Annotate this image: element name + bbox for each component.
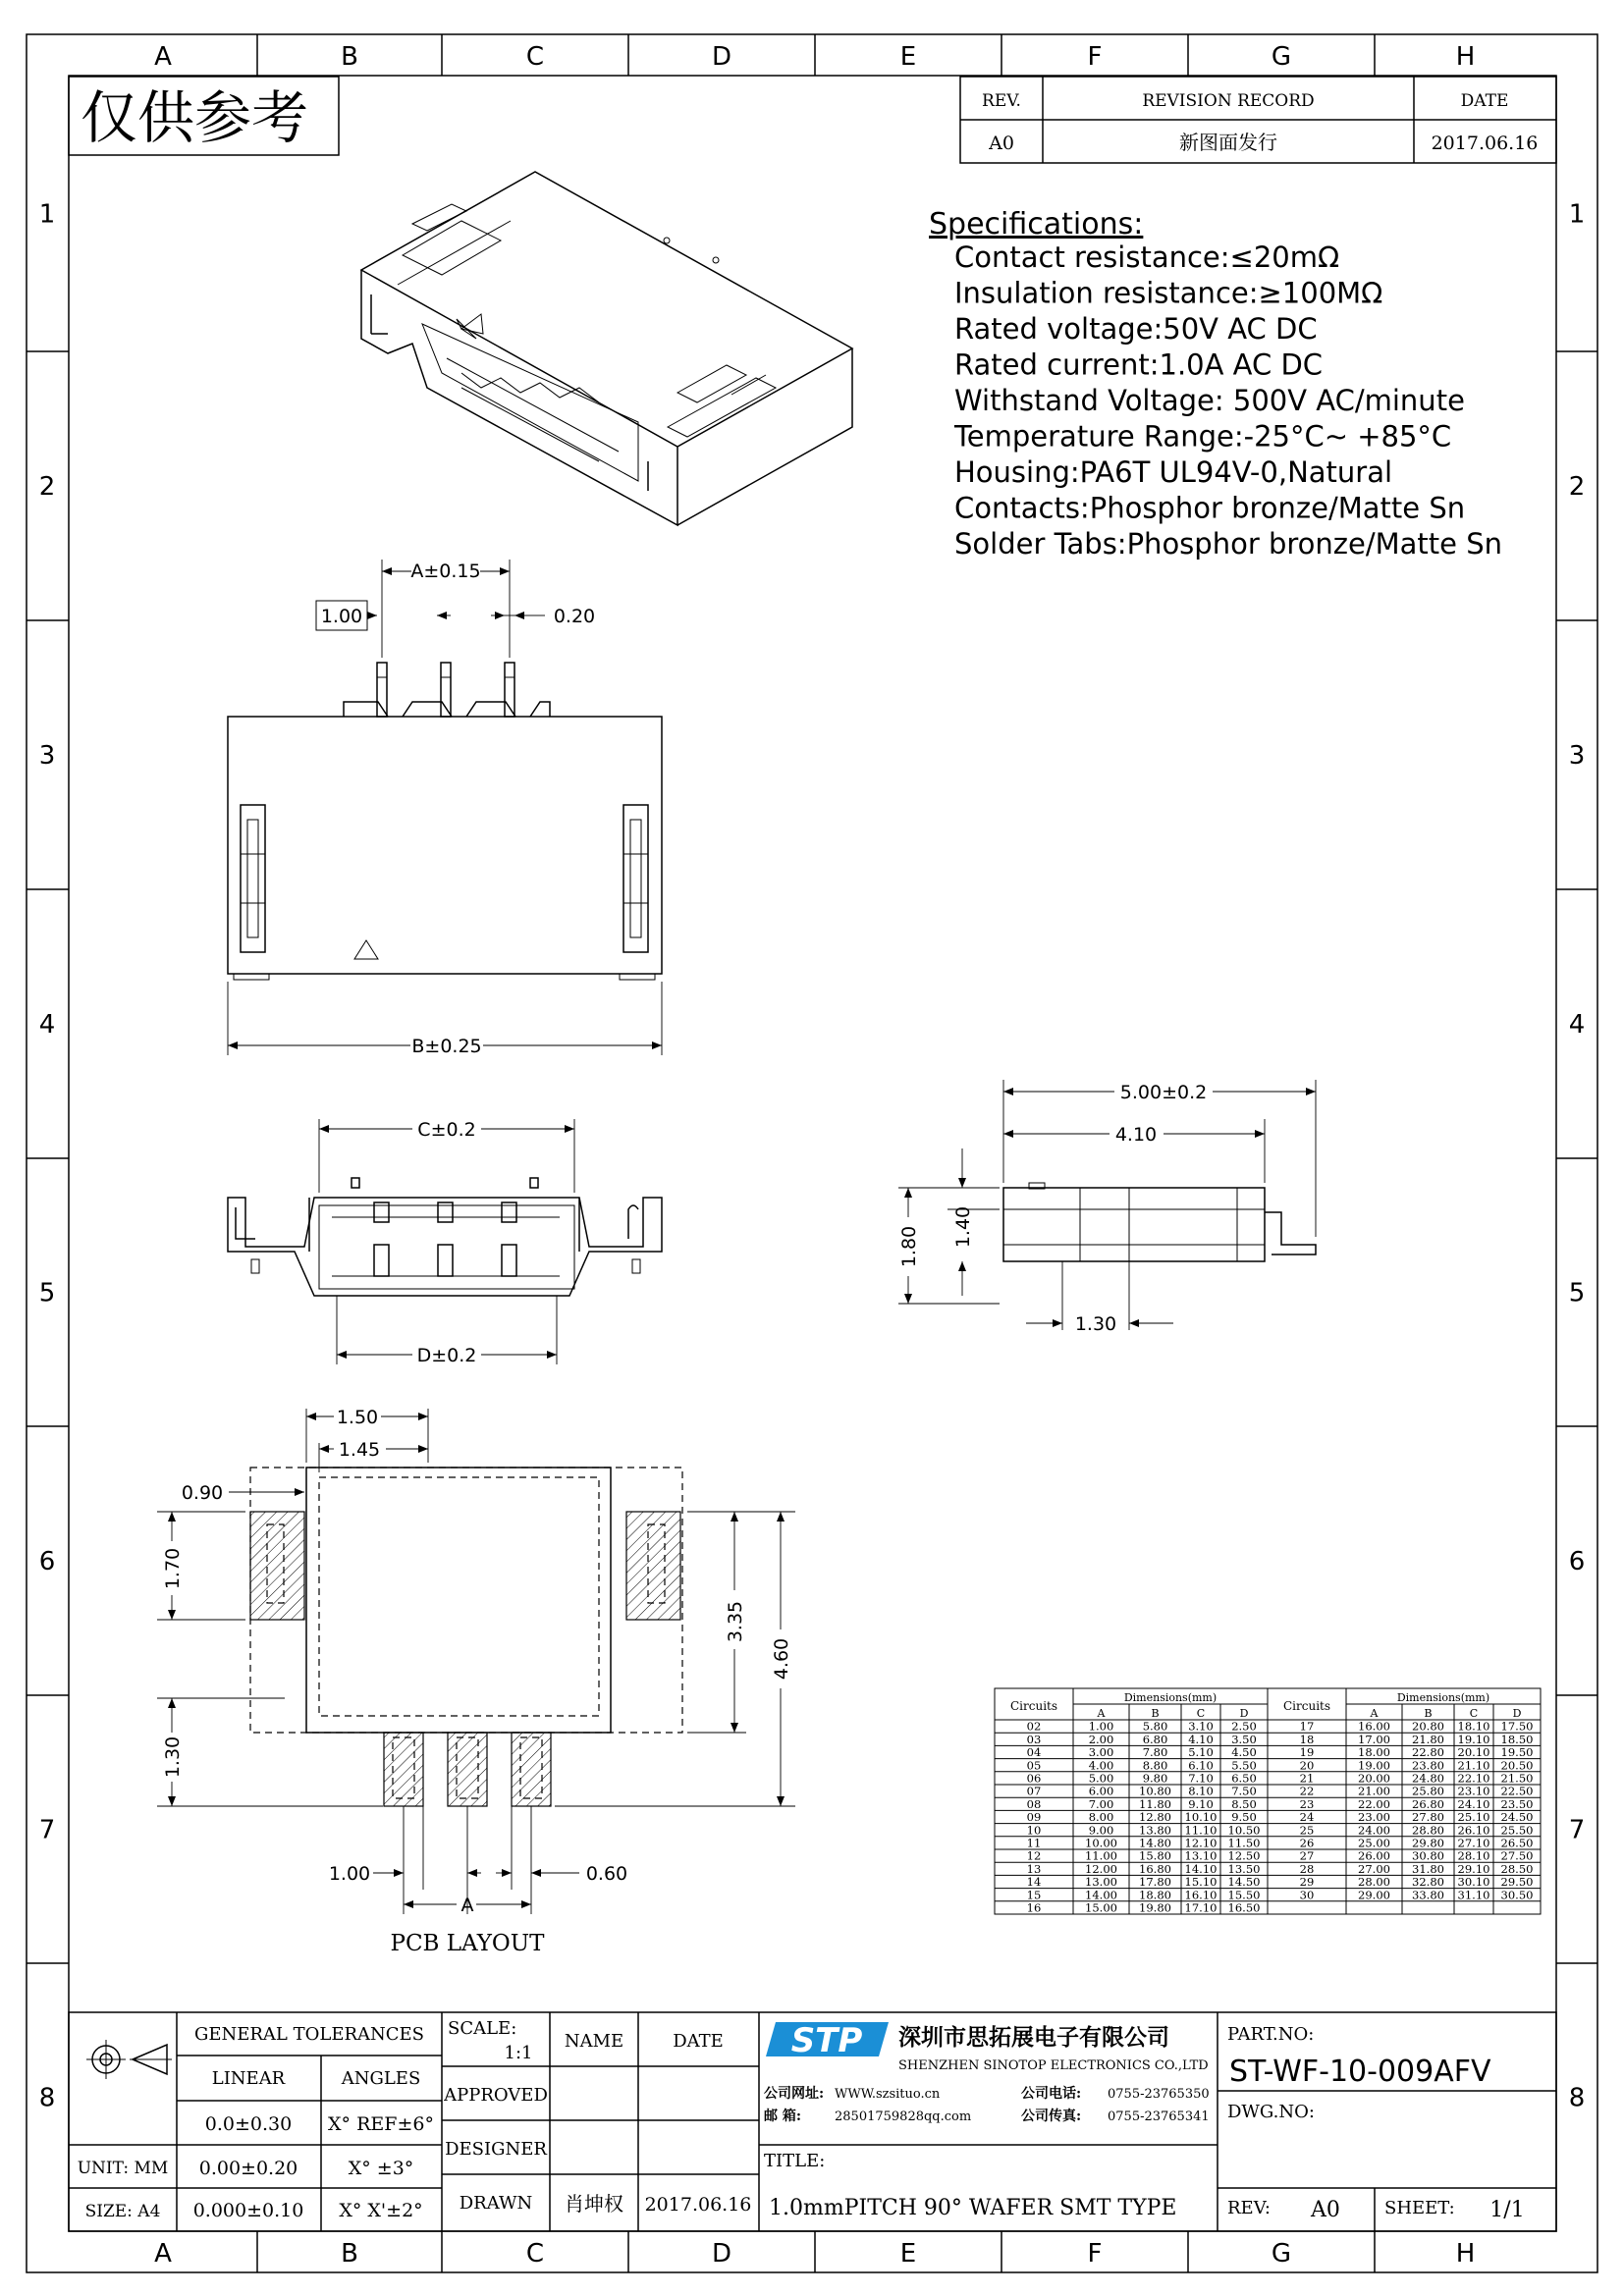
dim-table-cell: 17.50 (1500, 1719, 1534, 1734)
revision-date: 2017.06.16 (1431, 133, 1539, 154)
dim-pcb-100: 1.00 (328, 1863, 371, 1885)
fax-label: 公司传真: (1021, 2109, 1082, 2124)
dim-table-col-header: A (1370, 1707, 1379, 1720)
dim-table-cell: 13.10 (1184, 1848, 1218, 1863)
dim-table-cell: 28.10 (1457, 1848, 1490, 1863)
dim-table-col-header: C (1196, 1707, 1206, 1720)
dim-table-cell: 21 (1299, 1771, 1315, 1786)
tol-linear-3: 0.000±0.10 (192, 2200, 304, 2221)
angles-label: ANGLES (341, 2068, 421, 2089)
dim-table-cell: 8.10 (1188, 1784, 1214, 1798)
dim-table-cell: 3.50 (1231, 1732, 1257, 1746)
dim-table-cell: 17.10 (1184, 1900, 1218, 1915)
dim-table-cell: 27.80 (1412, 1810, 1444, 1825)
row-label-left: 7 (38, 1815, 56, 1845)
dim-table-cell: 15 (1026, 1888, 1042, 1902)
dim-table-cell: 17.00 (1358, 1732, 1390, 1746)
general-tolerances-label: GENERAL TOLERANCES (193, 2024, 425, 2045)
size-label: SIZE: A4 (84, 2202, 161, 2221)
dim-table-cell: 5.50 (1231, 1758, 1257, 1773)
dim-pcb-090: 0.90 (181, 1482, 224, 1504)
dim-table-cell: 27.50 (1500, 1848, 1534, 1863)
spec-line: Contacts:Phosphor bronze/Matte Sn (954, 491, 1466, 525)
website-label: 公司网址: (764, 2086, 825, 2102)
dim-table-cell: 26.80 (1412, 1796, 1444, 1811)
dim-table-cell: 24.80 (1412, 1771, 1444, 1786)
dim-table-cell: 20.50 (1500, 1758, 1534, 1773)
dim-table-cell: 31.10 (1457, 1888, 1490, 1902)
dimension-table (995, 1688, 1541, 1915)
dim-table-cell: 21.10 (1457, 1758, 1490, 1773)
row-label-right: 2 (1568, 472, 1586, 502)
dim-table-cell: 6.00 (1088, 1784, 1114, 1798)
dim-side-body: 4.10 (1114, 1124, 1158, 1146)
linear-label: LINEAR (211, 2068, 286, 2089)
dim-table-cell: 24.10 (1457, 1796, 1490, 1811)
dim-table-cell: 8.50 (1231, 1796, 1257, 1811)
outer-frame (27, 34, 1597, 2272)
dim-table-cell: 08 (1026, 1796, 1042, 1811)
dwg-no-label: DWG.NO: (1227, 2102, 1315, 2122)
dim-table-cell: 30.80 (1412, 1848, 1444, 1863)
dim-table-cell: 18.80 (1139, 1888, 1171, 1902)
dim-table-cell: 9.50 (1231, 1810, 1257, 1825)
dim-table-cell: 29.50 (1500, 1875, 1534, 1890)
dim-table-cell: 21.80 (1412, 1732, 1444, 1746)
email-label: 邮 箱: (764, 2109, 802, 2124)
column-label-top: C (525, 42, 545, 72)
dim-table-cell: 8.80 (1142, 1758, 1168, 1773)
dim-side-offset: 1.30 (1074, 1313, 1117, 1335)
column-label-bottom: G (1271, 2239, 1292, 2269)
column-label-top: A (154, 42, 172, 72)
dim-table-cell: 4.50 (1231, 1745, 1257, 1760)
dim-table-cell: 13 (1026, 1861, 1042, 1876)
dim-table-cell: 23 (1299, 1796, 1315, 1811)
dim-table-cell: 26.50 (1500, 1836, 1534, 1850)
dim-table-cell: 10.80 (1139, 1784, 1171, 1798)
company-logo (766, 2021, 889, 2060)
dim-side-width: 5.00±0.2 (1119, 1082, 1208, 1103)
dim-table-col-header: B (1151, 1707, 1160, 1720)
dim-table-cell: 9.00 (1088, 1823, 1114, 1838)
column-label-bottom: C (525, 2239, 545, 2269)
dim-table-cell: 16.10 (1184, 1888, 1218, 1902)
dim-table-cell: 15.50 (1227, 1888, 1261, 1902)
dim-side-body-height: 1.40 (952, 1205, 974, 1249)
dim-side-height: 1.80 (898, 1225, 920, 1268)
dim-table-cell: 1.00 (1088, 1719, 1114, 1734)
scale-label: SCALE: (448, 2018, 517, 2039)
column-label-bottom: D (711, 2239, 732, 2269)
rev-value-title: A0 (1311, 2198, 1340, 2222)
dim-table-cell: 23.80 (1412, 1758, 1444, 1773)
dim-table-cell: 24.50 (1500, 1810, 1534, 1825)
column-label-top: F (1087, 42, 1103, 72)
column-label-bottom: F (1087, 2239, 1103, 2269)
dim-table-cell: 10.10 (1184, 1810, 1218, 1825)
dim-table-cell: 16.80 (1139, 1861, 1171, 1876)
dim-table-cell: 11.50 (1227, 1836, 1261, 1850)
column-label-top: H (1455, 42, 1476, 72)
dim-table-cell: 23.00 (1358, 1810, 1390, 1825)
dim-table-cell: 7.50 (1231, 1784, 1257, 1798)
dim-table-cell: 18 (1299, 1732, 1315, 1746)
pcb-layout (157, 1407, 795, 1956)
dim-table-col-header: A (1097, 1707, 1106, 1720)
dim-pcb-130: 1.30 (162, 1735, 184, 1779)
dim-table-cell: 28.00 (1358, 1875, 1390, 1890)
dim-table-cell: 12.00 (1085, 1861, 1117, 1876)
dim-table-dims-header: Dimensions(mm) (1396, 1691, 1490, 1704)
dim-table-cell: 7.80 (1142, 1745, 1168, 1760)
dim-table-cell: 4.00 (1088, 1758, 1114, 1773)
dim-pcb-170: 1.70 (162, 1547, 184, 1590)
tol-angle-1: X° REF±6° (328, 2113, 434, 2135)
dim-a-front: A±0.15 (410, 561, 481, 582)
dim-table-cell: 13.80 (1139, 1823, 1171, 1838)
unit-label: UNIT: MM (77, 2159, 169, 2178)
revision-record-header: REVISION RECORD (1142, 91, 1315, 111)
dim-table-cell: 15.10 (1184, 1875, 1218, 1890)
spec-line: Temperature Range:-25°C~ +85°C (954, 419, 1452, 454)
row-label-left: 8 (38, 2083, 56, 2113)
dim-table-cell: 05 (1026, 1758, 1042, 1773)
dim-table-cell: 13.50 (1227, 1861, 1261, 1876)
row-label-left: 1 (38, 199, 56, 230)
dim-table-cell: 6.10 (1188, 1758, 1214, 1773)
spec-line: Contact resistance:≤20mΩ (954, 240, 1340, 274)
dim-table-cell: 8.00 (1088, 1810, 1114, 1825)
dim-table-cell: 14.00 (1085, 1888, 1117, 1902)
row-label-left: 5 (38, 1278, 56, 1308)
fax: 0755-23765341 (1108, 2109, 1210, 2124)
dim-table-cell: 28.50 (1500, 1861, 1534, 1876)
dim-table-cell: 14.10 (1184, 1861, 1218, 1876)
dim-table-cell: 02 (1026, 1719, 1042, 1734)
dim-table-cell: 27.10 (1457, 1836, 1490, 1850)
dim-table-cell: 29.00 (1358, 1888, 1390, 1902)
spec-line: Withstand Voltage: 500V AC/minute (954, 384, 1465, 417)
revision-table (960, 77, 1556, 163)
dim-table-cell: 16.00 (1358, 1719, 1390, 1734)
dim-table-cell: 11.10 (1184, 1823, 1218, 1838)
name-label: NAME (564, 2031, 624, 2052)
dim-table-cell: 14.50 (1227, 1875, 1261, 1890)
column-label-top: G (1271, 42, 1292, 72)
dim-table-cell: 26.10 (1457, 1823, 1490, 1838)
dim-table-cell: 3.00 (1088, 1745, 1114, 1760)
dim-table-cell: 20.80 (1412, 1719, 1444, 1734)
spec-line: Rated current:1.0A AC DC (954, 347, 1324, 382)
dim-table-cell: 26.00 (1358, 1848, 1390, 1863)
row-label-right: 8 (1568, 2083, 1586, 2113)
dim-table-cell: 5.00 (1088, 1771, 1114, 1786)
dim-pcb-150: 1.50 (336, 1407, 379, 1428)
dim-table-cell: 10 (1026, 1823, 1042, 1838)
column-label-bottom: B (341, 2239, 358, 2269)
dim-table-cell: 14 (1026, 1875, 1042, 1890)
dim-pcb-060: 0.60 (585, 1863, 628, 1885)
revision-description: 新图面发行 (1179, 131, 1277, 154)
row-label-left: 3 (38, 741, 56, 771)
dim-table-cell: 15.80 (1139, 1848, 1171, 1863)
column-label-bottom: E (899, 2239, 917, 2269)
dim-table-cell: 15.00 (1085, 1900, 1117, 1915)
row-label-left: 4 (38, 1010, 56, 1040)
dim-table-cell: 10.50 (1227, 1823, 1261, 1838)
scale-value: 1:1 (504, 2043, 533, 2063)
spec-line: Insulation resistance:≥100MΩ (954, 276, 1383, 310)
column-label-top: B (341, 42, 358, 72)
dim-table-cell: 03 (1026, 1732, 1042, 1746)
dim-table-cell: 18.00 (1358, 1745, 1390, 1760)
dim-table-cell: 24 (1299, 1810, 1315, 1825)
dim-table-cell: 29.10 (1457, 1861, 1490, 1876)
dim-table-cell: 19.50 (1500, 1745, 1534, 1760)
part-no-label: PART.NO: (1227, 2024, 1315, 2045)
column-label-top: E (899, 42, 917, 72)
dim-table-cell: 9.10 (1188, 1796, 1214, 1811)
dim-table-cell: 7.10 (1188, 1771, 1214, 1786)
specifications-title: Specifications: (929, 207, 1144, 241)
spec-line: Housing:PA6T UL94V-0,Natural (954, 455, 1393, 489)
drawn-label: DRAWN (459, 2193, 533, 2214)
dim-table-cell: 12.50 (1227, 1848, 1261, 1863)
rev-label: REV: (1227, 2198, 1271, 2218)
dim-table-cell: 2.50 (1231, 1719, 1257, 1734)
dim-table-cell: 2.00 (1088, 1732, 1114, 1746)
dim-table-cell: 33.80 (1412, 1888, 1444, 1902)
dim-table-cell: 3.10 (1188, 1719, 1214, 1734)
row-label-left: 2 (38, 472, 56, 502)
dim-table-cell: 25.10 (1457, 1810, 1490, 1825)
dim-table-cell: 22.10 (1457, 1771, 1490, 1786)
spec-line: Solder Tabs:Phosphor bronze/Matte Sn (954, 527, 1502, 561)
dim-table-cell: 23.50 (1500, 1796, 1534, 1811)
dim-table-cell: 31.80 (1412, 1861, 1444, 1876)
dim-pin-width: 0.20 (553, 606, 596, 627)
dim-table-cell: 12.10 (1184, 1836, 1218, 1850)
drawing-title: 1.0mmPITCH 90° WAFER SMT TYPE (769, 2196, 1177, 2220)
dim-table-cell: 29.80 (1412, 1836, 1444, 1850)
dim-table-cell: 26 (1299, 1836, 1315, 1850)
dim-pcb-335: 3.35 (725, 1600, 746, 1643)
phone-label: 公司电话: (1021, 2086, 1082, 2102)
email: 28501759828qq.com (835, 2109, 972, 2124)
column-label-top: D (711, 42, 732, 72)
approved-label: APPROVED (444, 2085, 548, 2106)
dim-table-cell: 6.80 (1142, 1732, 1168, 1746)
tol-linear-2: 0.00±0.20 (198, 2158, 298, 2179)
dim-table-cell: 22 (1299, 1784, 1315, 1798)
dim-table-cell: 27.00 (1358, 1861, 1390, 1876)
row-label-right: 4 (1568, 1010, 1586, 1040)
sheet-label: SHEET: (1384, 2198, 1455, 2218)
date-label: DATE (673, 2031, 724, 2052)
row-label-right: 7 (1568, 1815, 1586, 1845)
tol-linear-1: 0.0±0.30 (204, 2113, 293, 2135)
date-header: DATE (1460, 91, 1509, 111)
dim-table-cell: 27 (1299, 1848, 1315, 1863)
dim-table-cell: 28 (1299, 1861, 1315, 1876)
watermark-text: 仅供参考 (81, 84, 309, 151)
dim-table-cell: 21.50 (1500, 1771, 1534, 1786)
dim-b-front: B±0.25 (411, 1036, 482, 1057)
dim-table-cell: 16 (1026, 1900, 1042, 1915)
company-name-en: SHENZHEN SINOTOP ELECTRONICS CO.,LTD (898, 2058, 1209, 2073)
dim-table-cell: 19.00 (1358, 1758, 1390, 1773)
dim-table-cell: 21.00 (1358, 1784, 1390, 1798)
dim-table-cell: 18.10 (1457, 1719, 1490, 1734)
dim-table-cell: 28.80 (1412, 1823, 1444, 1838)
dim-table-cell: 11.80 (1139, 1796, 1171, 1811)
dim-table-cell: 22.50 (1500, 1784, 1534, 1798)
designer-label: DESIGNER (445, 2139, 547, 2160)
dim-table-cell: 13.00 (1085, 1875, 1117, 1890)
dim-table-cell: 19 (1299, 1745, 1315, 1760)
dim-table-cell: 09 (1026, 1810, 1042, 1825)
dim-pcb-460: 4.60 (771, 1637, 792, 1681)
side-view (898, 1080, 1316, 1335)
dim-table-cell: 4.10 (1188, 1732, 1214, 1746)
dim-table-cell: 11.00 (1085, 1848, 1117, 1863)
front-view (228, 560, 662, 1057)
dim-table-cell: 20.00 (1358, 1771, 1390, 1786)
dim-table-cell: 12.80 (1139, 1810, 1171, 1825)
dim-table-cell: 30.10 (1457, 1875, 1490, 1890)
row-label-left: 6 (38, 1547, 56, 1576)
dim-table-cell: 30 (1299, 1888, 1315, 1902)
pcb-layout-title: PCB LAYOUT (390, 1931, 545, 1956)
rev-header: REV. (982, 91, 1021, 111)
dim-table-cell: 19.10 (1457, 1732, 1490, 1746)
dim-pcb-a: A (460, 1895, 474, 1916)
title-label: TITLE: (764, 2151, 826, 2171)
dim-d-bottom: D±0.2 (416, 1345, 477, 1366)
dim-table-cell: 7.00 (1088, 1796, 1114, 1811)
dim-table-cell: 5.80 (1142, 1719, 1168, 1734)
row-label-right: 6 (1568, 1547, 1586, 1576)
part-no: ST-WF-10-009AFV (1229, 2055, 1491, 2089)
dim-table-cell: 6.50 (1231, 1771, 1257, 1786)
dim-table-cell: 20.10 (1457, 1745, 1490, 1760)
projection-symbol-icon (86, 2040, 172, 2079)
website: WWW.szsituo.cn (835, 2087, 941, 2102)
dim-table-cell: 32.80 (1412, 1875, 1444, 1890)
dim-table-cell: 23.10 (1457, 1784, 1490, 1798)
dim-pitch-box: 1.00 (320, 606, 363, 627)
dim-table-col-header: D (1239, 1707, 1249, 1720)
dim-c-bottom: C±0.2 (417, 1119, 476, 1141)
dim-table-cell: 24.00 (1358, 1823, 1390, 1838)
dim-table-cell: 25.80 (1412, 1784, 1444, 1798)
dim-table-cell: 22.80 (1412, 1745, 1444, 1760)
dim-pcb-145: 1.45 (338, 1439, 381, 1461)
dim-table-cell: 29 (1299, 1875, 1315, 1890)
row-label-right: 5 (1568, 1278, 1586, 1308)
dim-table-dims-header: Dimensions(mm) (1123, 1691, 1218, 1704)
rev-value: A0 (989, 133, 1014, 154)
company-logo-text: STP (790, 2021, 863, 2060)
dim-table-cell: 14.80 (1139, 1836, 1171, 1850)
dim-table-cell: 25.50 (1500, 1823, 1534, 1838)
title-block (69, 2012, 1556, 2231)
dim-table-cell: 9.80 (1142, 1771, 1168, 1786)
drawn-name: 肖坤权 (565, 2192, 623, 2216)
dim-table-cell: 16.50 (1227, 1900, 1261, 1915)
row-label-right: 3 (1568, 741, 1586, 771)
company-name-cn: 深圳市思拓展电子有限公司 (898, 2024, 1169, 2051)
tol-angle-3: X° X'±2° (339, 2200, 423, 2221)
isometric-view (361, 172, 852, 525)
dim-table-cell: 10.00 (1085, 1836, 1117, 1850)
dim-table-cell: 25 (1299, 1823, 1315, 1838)
dim-table-cell: 22.00 (1358, 1796, 1390, 1811)
dim-table-cell: 5.10 (1188, 1745, 1214, 1760)
drawn-date: 2017.06.16 (644, 2194, 752, 2216)
dim-table-col-header: C (1469, 1707, 1479, 1720)
column-label-bottom: H (1455, 2239, 1476, 2269)
row-label-right: 1 (1568, 199, 1586, 230)
dim-table-cell: 17 (1299, 1719, 1315, 1734)
dim-table-cell: 11 (1026, 1836, 1042, 1850)
tol-angle-2: X° ±3° (348, 2158, 414, 2179)
dim-table-cell: 04 (1026, 1745, 1042, 1760)
dim-table-cell: 07 (1026, 1784, 1042, 1798)
dim-table-cell: 20 (1299, 1758, 1315, 1773)
dim-table-circuits-header: Circuits (1009, 1699, 1058, 1713)
dim-table-col-header: B (1424, 1707, 1433, 1720)
dim-table-circuits-header: Circuits (1282, 1699, 1331, 1713)
bottom-view (228, 1119, 662, 1366)
dim-table-cell: 17.80 (1139, 1875, 1171, 1890)
specifications (929, 207, 1502, 561)
dim-table-cell: 06 (1026, 1771, 1042, 1786)
spec-line: Rated voltage:50V AC DC (954, 312, 1318, 346)
dim-table-cell: 19.80 (1139, 1900, 1171, 1915)
dim-table-cell: 25.00 (1358, 1836, 1390, 1850)
dim-table-col-header: D (1512, 1707, 1522, 1720)
dim-table-cell: 30.50 (1500, 1888, 1534, 1902)
column-label-bottom: A (154, 2239, 172, 2269)
phone: 0755-23765350 (1108, 2087, 1210, 2102)
dim-table-cell: 12 (1026, 1848, 1042, 1863)
sheet-value: 1/1 (1489, 2198, 1525, 2222)
dim-table-cell: 18.50 (1500, 1732, 1534, 1746)
